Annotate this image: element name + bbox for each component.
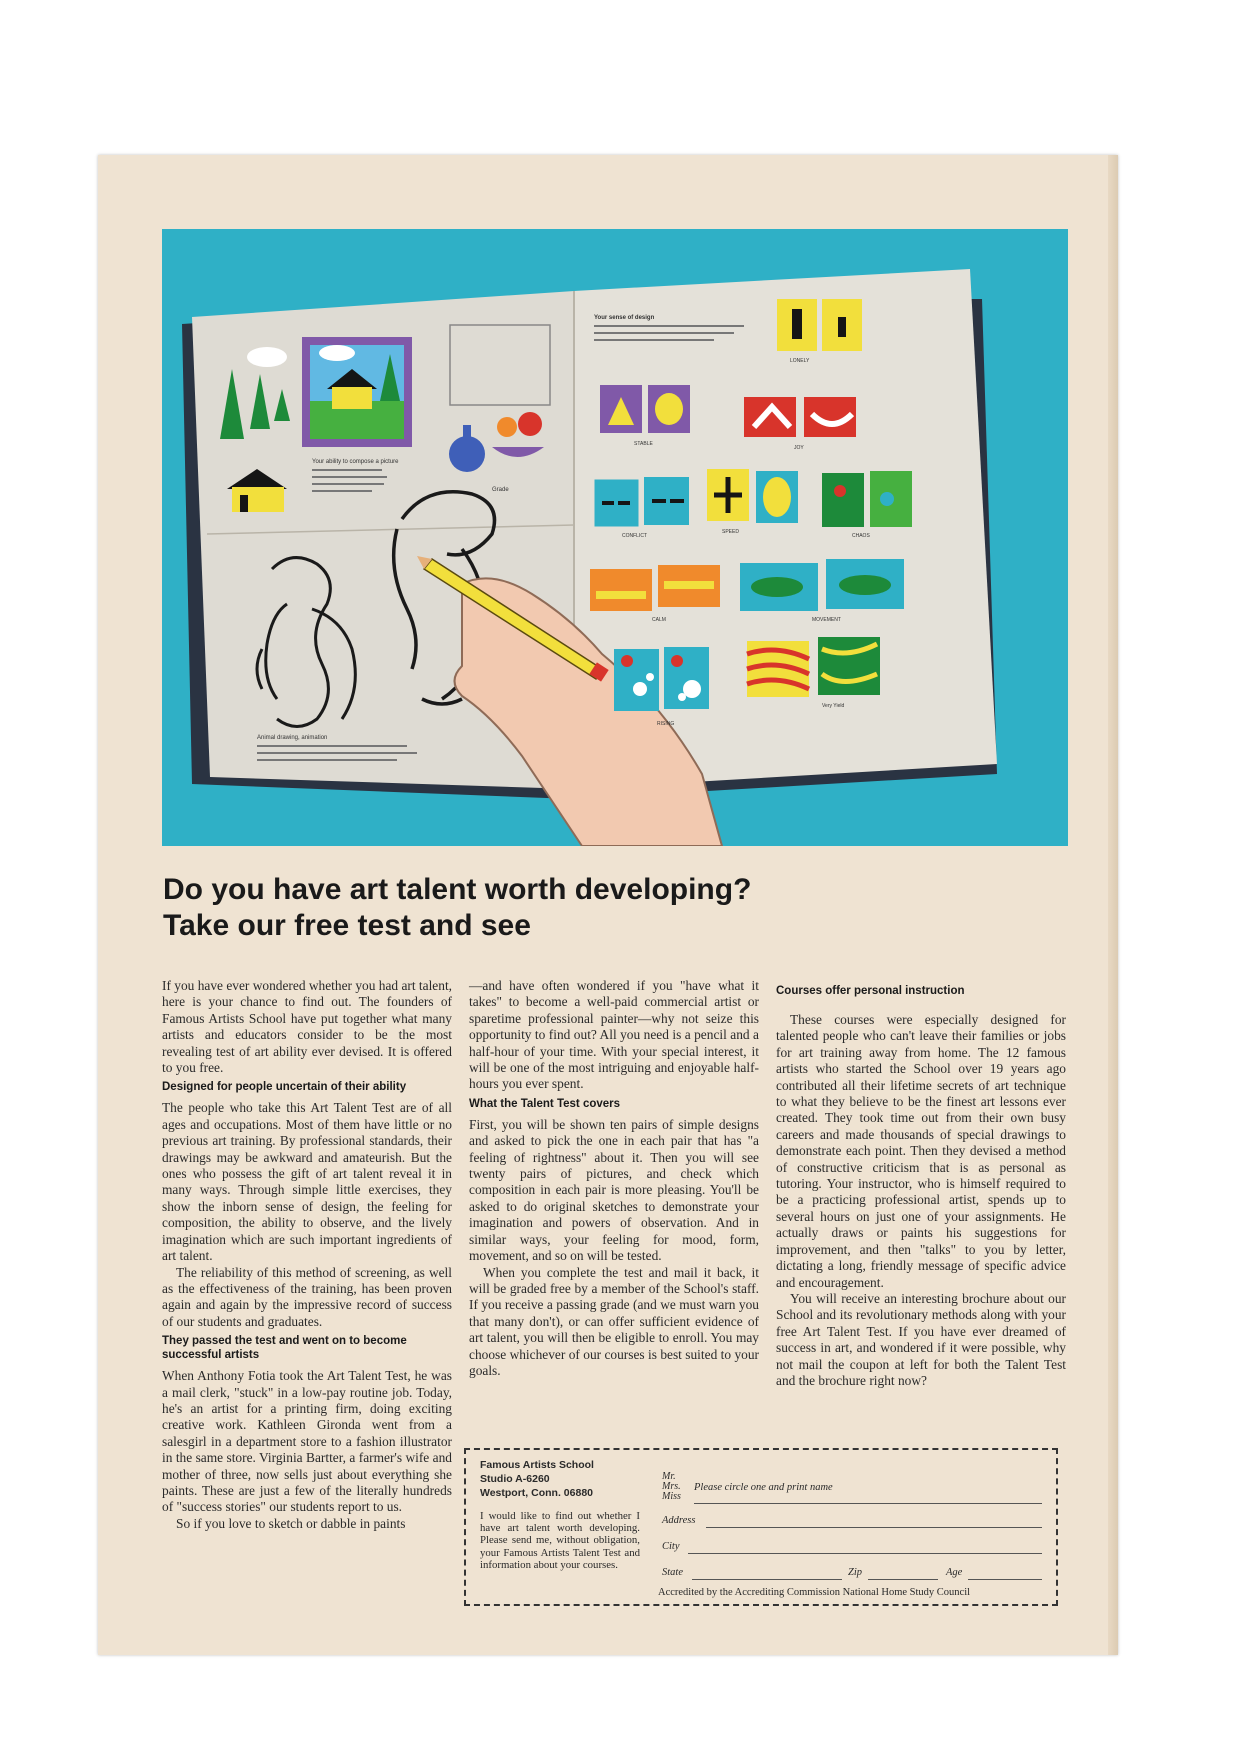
ad-headline (163, 872, 1063, 944)
svg-text:Animal drawing, animation: Animal drawing, animation (257, 735, 328, 741)
zip-label: Zip (848, 1567, 863, 1578)
page-edge (1108, 155, 1118, 1655)
paragraph: —and have often wondered if you "have what it takes" to become a well-paid commercial artist or sparetime professional painter—why not seize this opportunity to find out? All you need is a pencil and a half-hour of your time. With your special interest, it will be one of the most intriguing and enjoyable half-hours you ever spent. (469, 978, 759, 1092)
paragraph: So if you love to sketch or dabble in paints (176, 1515, 406, 1531)
headline-line-2: Take our free test and see (163, 909, 531, 942)
svg-text:Your ability to compose a pict: Your ability to compose a picture (312, 459, 399, 465)
headline-line-1: Do you have art talent worth developing? (163, 873, 752, 906)
subheading-passed: They passed the test and went on to become successful artists (162, 1335, 407, 1362)
ad-illustration (162, 229, 1068, 846)
coupon-address-block (480, 1458, 640, 1571)
address-field[interactable] (706, 1527, 1042, 1528)
text-column-1 (162, 978, 452, 1532)
school-name: Famous Artists School (480, 1459, 594, 1471)
school-city: Westport, Conn. 06880 (480, 1487, 593, 1499)
age-label: Age (946, 1567, 963, 1578)
paragraph: These courses were especially designed for talented people who can't leave their families or jobs for art training away from home. The 12 famous artists who started the School over 19 years ago contributed all their lifetime secrets of art technique to what they believe to be the finest art lessons ever created. They took time out from their own busy careers and made thousands of special drawings to demonstrate each point. Then they devised a method of constructive criticism that is as personal as tutoring. Your instructor, who is himself required to be a practicing professional artist, spends up to several hours on just one of your assignments. He actually draws or paints his suggestions for improvement, and then "talks" to you by letter, dictating a long, friendly message of specific advice and encouragement. (776, 1012, 1066, 1290)
zip-field[interactable] (868, 1579, 938, 1580)
state-zip-age-row (662, 1560, 1042, 1586)
svg-text:CALM: CALM (652, 617, 666, 623)
svg-text:SPEED: SPEED (722, 529, 739, 535)
city-label: City (662, 1541, 680, 1552)
svg-text:Your sense of design: Your sense of design (594, 315, 655, 321)
city-field[interactable] (688, 1553, 1042, 1554)
title-options[interactable]: Mr. Mrs. Miss (662, 1471, 681, 1502)
name-field[interactable] (694, 1503, 1042, 1504)
studio-code: Studio A-6260 (480, 1473, 550, 1485)
paragraph: You will receive an interesting brochure about our School and its revolutionary methods along with your free Art Talent Test. If you have ever dreamed of success in art, and wondered if it were possible, why not mail the coupon at left for both the Talent Test and the brochure right now? (776, 1290, 1066, 1388)
svg-text:CHAOS: CHAOS (852, 533, 870, 539)
accreditation-note: Accredited by the Accrediting Commission National Home Study Council (658, 1587, 971, 1598)
coupon-request-text: I would like to find out whether I have art talent worth developing. Please send me, without obligation, your Famous Artists Talent Test and information about your courses. (480, 1510, 640, 1571)
paragraph: The people who take this Art Talent Test are of all ages and occupations. Most of them have little or no previous art training. By professional standards, their drawings may be awkward and amateurish. But the ones who possess the gift of art talent reveal it in many ways. Through simple little exercises, they show the inborn sense of design, the feeling for composition, the ability to observe, and the lively imagination which are such important ingredients of art talent. (162, 1100, 452, 1264)
address-row (662, 1508, 1042, 1534)
paragraph: The reliability of this method of screening, as well as the effectiveness of the training, has been proven again and again by the impressive record of success of our students and graduates. (162, 1264, 452, 1329)
age-field[interactable] (968, 1579, 1042, 1580)
name-hint: Please circle one and print name (694, 1482, 833, 1493)
subheading-courses: Courses offer personal instruction (776, 985, 965, 997)
mail-coupon[interactable] (464, 1448, 1058, 1606)
subheading-designed: Designed for people uncertain of their ability (162, 1081, 407, 1094)
name-row (662, 1472, 1042, 1508)
svg-text:Grade: Grade (492, 487, 509, 493)
svg-text:STABLE: STABLE (634, 441, 653, 447)
svg-text:MOVEMENT: MOVEMENT (812, 617, 841, 623)
city-row (662, 1534, 1042, 1560)
paragraph: When you complete the test and mail it back, it will be graded free by a member of the School's staff. If you receive a passing grade (and we must warn you that many don't), or can offer sufficient evidence of art talent, you will then be eligible to enroll. You may choose whichever of our courses is best suited to your goals. (469, 1264, 759, 1378)
subheading-covers: What the Talent Test covers (469, 1097, 621, 1110)
paragraph: When Anthony Fotia took the Art Talent Test, he was a mail clerk, "stuck" in a low-pay routine job. Today, he's an artist for a printing firm, doing exciting creative work. Kathleen Gironda went from a salesgirl in a department store to a fashion illustrator in the same store. Virginia Bartter, a farmer's wife and mother of three, now sells just about everything she paints. These are just a few of the literally hundreds of "success stories" our students report to us. (162, 1368, 452, 1515)
svg-text:RISING: RISING (657, 721, 675, 727)
svg-text:CONFLICT: CONFLICT (622, 533, 647, 539)
text-column-2 (469, 978, 759, 1379)
coupon-form (662, 1472, 1042, 1586)
address-label: Address (662, 1515, 696, 1526)
svg-text:JOY: JOY (794, 445, 804, 451)
state-label: State (662, 1567, 683, 1578)
svg-text:Very Yield: Very Yield (822, 703, 845, 709)
text-column-3 (776, 978, 1066, 1389)
art-test-book-illustration (162, 229, 1068, 846)
state-field[interactable] (692, 1579, 842, 1580)
paragraph: If you have ever wondered whether you had art talent, here is your chance to find out. The founders of Famous Artists School have put together what many artists and educators consider to be the most revealing test of art ability ever devised. It is offered to you free. (162, 978, 453, 1076)
paragraph: First, you will be shown ten pairs of simple designs and asked to pick the one in each pair that has "a feeling of rightness" about it. Then you will see twenty pairs of pictures, and check which composition in each pair is more pleasing. You'll be asked to do original sketches to demonstrate your imagination and powers of observation. And in similar ways, your feeling for mood, form, movement, and so on will be tested. (469, 1116, 759, 1264)
svg-text:LONELY: LONELY (790, 358, 810, 364)
